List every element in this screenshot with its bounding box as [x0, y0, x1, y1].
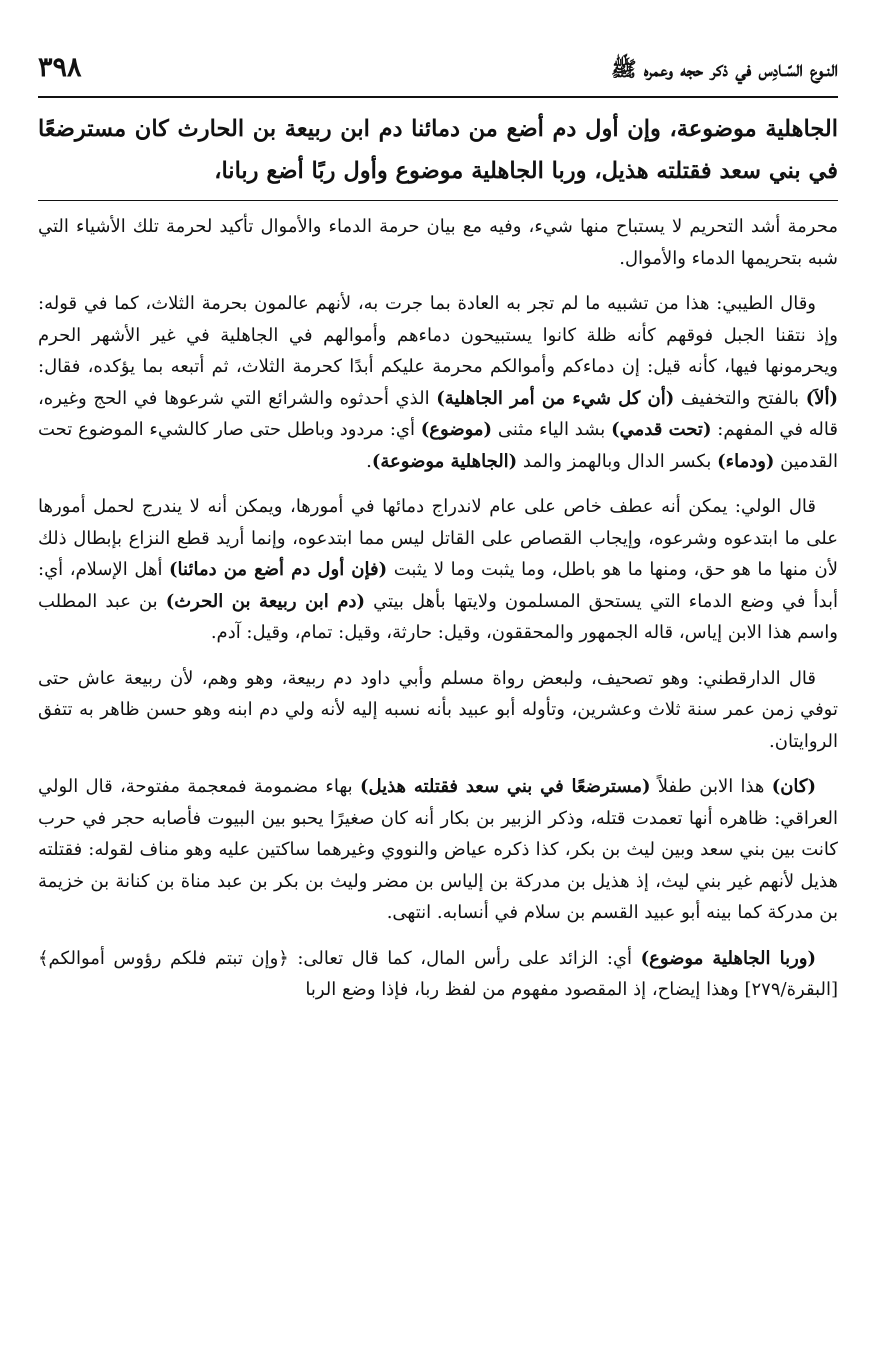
hadith-text-block — [38, 98, 838, 200]
commentary-paragraph-2: وقال الطيبي: هذا من تشبيه ما لم تجر به العادة بما جرت به، لأنهم عالمون بحرمة الثلاث، كما في قوله: وإذ نتقنا الجبل فوقهم كأنه ظلة كانوا يستبيحون دماءهم وأموالهم في الجاهلية في غير الأشهر الحرم ويحرمونها فيها، كأنه قيل: إن دماءكم وأموالكم محرمة عليكم أبدًا كحرمة الثلاث، ثم أتبعه بما يؤكده، فقال: (ألاَ) بالفتح والتخفيف (أن كل شيء من أمر الجاهلية) الذي أحدثوه والشرائع التي شرعوها في الحج وغيره، قاله في المفهم: (تحت قدمي) بشد الياء مثنى (موضوع) أي: مردود وباطل حتى صار كالشيء الموضوع تحت القدمين (ودماء) بكسر الدال وبالهمز والمد (الجاهلية موضوعة). — [38, 293, 838, 472]
hadith-text: الجاهلية موضوعة، وإن أول دم أضع من دمائنا دم ابن ربيعة بن الحارث كان مسترضعًا في بني سعد فقتلته هذيل، وربا الجاهلية موضوع وأول ربًا أضع ربانا، — [38, 116, 838, 184]
page-number: ٣٩٨ — [38, 52, 82, 83]
commentary-paragraph-1: محرمة أشد التحريم لا يستباح منها شيء، وفيه مع بيان حرمة الدماء والأموال تأكيد لحرمة تلك الأشياء التي شبه بتحريمها الدماء والأموال. — [38, 216, 838, 269]
commentary-paragraph-3: قال الولي: يمكن أنه عطف خاص على عام لاندراج دمائها في أمورها، ويمكن أنه لا يندرج لحمل أمورها على ما ابتدعوه وشرعوه، وإيجاب القصاص على القاتل ليس مما ابتدعوه، وإنما أريد قطع النزاع بإبطال ذلك لأن منها ما هو حق، ومنها ما هو باطل، وما يثبت وما لا يثبت (فإن أول دم أضع من دمائنا) أهل الإسلام، أي: أبدأ في وضع الدماء التي يستحق المسلمون ولايتها بأهل بيتي (دم ابن ربيعة بن الحرث) بن عبد المطلب واسم هذا الابن إياس، قاله الجمهور والمحققون، وقيل: حارثة، وقيل: تمام، وقيل: آدم. — [38, 496, 838, 643]
commentary-paragraph-4: قال الدارقطني: وهو تصحيف، ولبعض رواة مسلم وأبي داود دم ربيعة، وهو وهم، لأن ربيعة عاش حتى توفي زمن عمر سنة ثلاث وعشرين، وتأوله أبو عبيد بأنه نسبه إليه لأنه ولي دم ابنه وهو حسن ظاهر به تتفق الروايتان. — [38, 667, 838, 752]
commentary-paragraph-6: (وربا الجاهلية موضوع) أي: الزائد على رأس المال، كما قال تعالى: ﴿وإن تبتم فلكم رؤوس أموالكم﴾ [البقرة/٢٧٩] وهذا إيضاح، إذ المقصود مفهوم من لفظ ربا، فإذا وضع الربا — [38, 947, 838, 1000]
commentary-paragraph-5: (كان) هذا الابن طفلاً (مسترضعًا في بني سعد فقتلته هذيل) بهاء مضمومة فمعجمة مفتوحة، قال الولي العراقي: ظاهره أنها تعمدت قتله، وذكر الزبير بن بكار أنه كان صغيرًا يحبو بين البيوت فأصابه حجر في حرب كانت بين بني سعد وبين ليث بن بكر، كذا ذكره عياض والنووي وغيرهما ساكتين عليه وهو مناف لقوله: فقتلته هذيل لأنهم غير بني ليث، إذ هذيل بن مدركة بن إلياس بن مضر وليث بن بكر بن عبد مناة بن كنانة بن خزيمة بن مدركة كما بينه أبو عبيد القسم بن سلام في أنسابه. انتهى. — [38, 776, 838, 923]
page-header — [38, 52, 838, 90]
section-divider — [38, 200, 838, 201]
running-title: النـوع السّـادِس في ذكر حجه وعمره ﷺ — [611, 56, 838, 81]
book-page — [38, 52, 838, 1020]
commentary-section — [38, 211, 838, 1006]
